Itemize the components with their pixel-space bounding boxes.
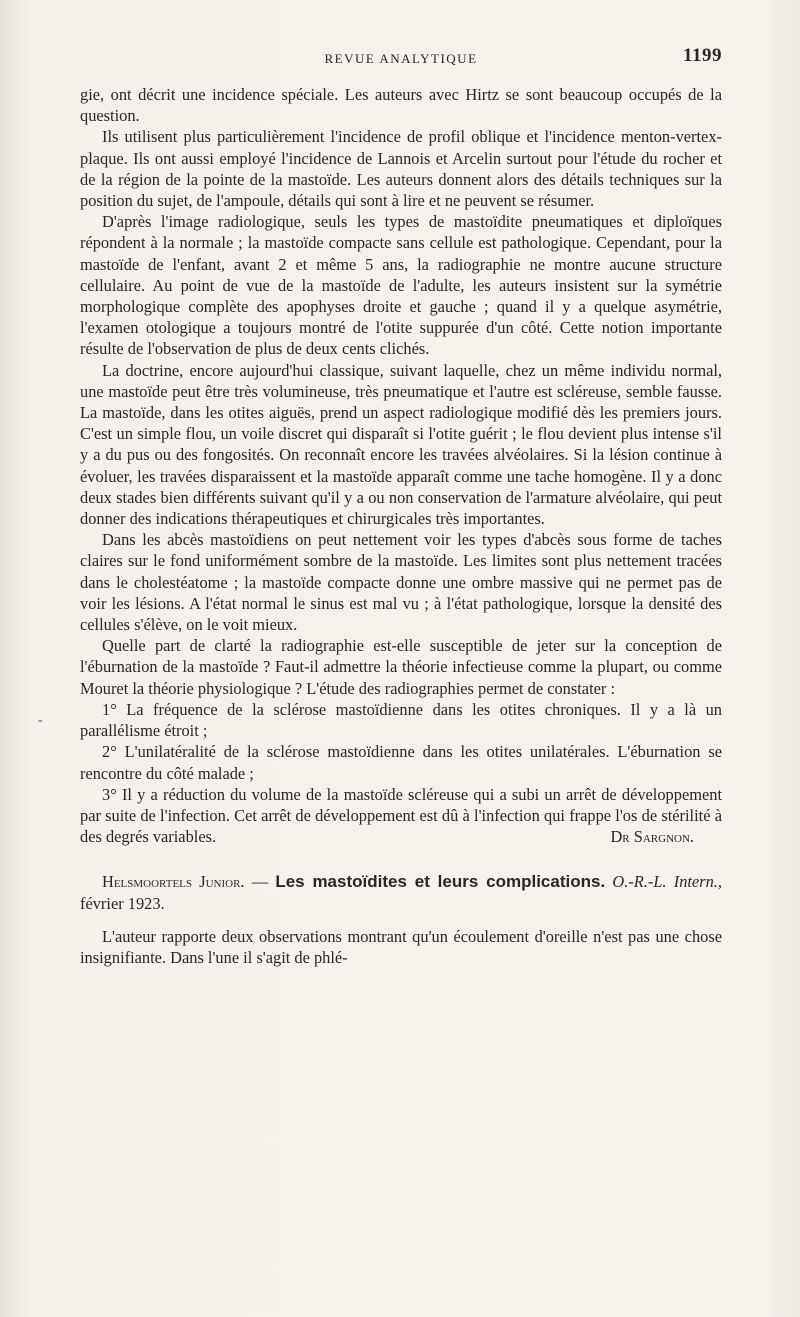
margin-mark: -: [38, 713, 43, 728]
review-dash: —: [244, 872, 276, 892]
list-item: 2° L'unilatéralité de la sclérose mastoïdienne dans les otites unilatérales. L'éburnation se rencontre du côté malade ;: [80, 742, 722, 783]
signature: Dr Sargnon.: [610, 827, 694, 847]
review-intro: L'auteur rapporte deux observations montrant qu'un écoulement d'oreille n'est pas une chose insignifiante. Dans l'une il s'agit de phlé-: [80, 926, 722, 967]
paragraph: Quelle part de clarté la radiographie est-elle susceptible de jeter sur la conception de l'éburnation de la mastoïde ? Faut-il admettre la théorie infectieuse comme la plupart, ou comme Mouret la théorie physiologique ? L'étude des radiographies permet de constater :: [80, 636, 722, 698]
review-author: Helsmoortels Junior.: [102, 872, 245, 892]
paragraph: La doctrine, encore aujourd'hui classique, suivant laquelle, chez un même individu normal, une mastoïde peut être très volumineuse, très pneumatique et l'autre est scléreuse, semble fausse. La mastoïde, dans les otites aiguës, prend un aspect radiologique modifié dès les premiers jours. C'est un simple flou, un voile discret qui disparaît si l'otite guérit ; le flou devient plus intense s'il y a du pus ou des fongosités. On reconnaît encore les travées alvéolaires. Si la lésion continue à évoluer, les travées disparaissent et la mastoïde apparaît comme une tache homogène. Il y a donc deux stades bien différents suivant qu'il y a ou non conservation de l'armature alvéolaire, qui peut donner des indications thérapeutiques et chirurgicales très importantes.: [80, 360, 722, 529]
article-body: [80, 84, 722, 968]
running-title: REVUE ANALYTIQUE: [324, 51, 478, 66]
list-item: 1° La fréquence de la sclérose mastoïdienne dans les otites chroniques. Il y a là un parallélisme étroit ;: [80, 699, 722, 741]
paragraph: D'après l'image radiologique, seuls les types de mastoïdite pneumatiques et diploïques répondent à la normale ; la mastoïde compacte sans cellule est pathologique. Cependant, pour la mastoïde de l'enfant, avant 2 et même 5 ans, la radiographie ne montre aucune structure cellulaire. Au point de vue de la mastoïde de l'adulte, les auteurs insistent sur la symétrie morphologique complète des apophyses droite et gauche ; quand il y a quelque asymétrie, l'examen otologique a toujours montré de l'otite suppurée d'un côté. Cette notion importante résulte de l'observation de plus de deux cents clichés.: [80, 212, 722, 359]
review-title: Les mastoïdites et leurs complications.: [275, 872, 606, 892]
review-date: , février 1923.: [80, 872, 722, 913]
paragraph-continued: gie, ont décrit une incidence spéciale. Les auteurs avec Hirtz se sont beaucoup occupés de la question.: [80, 85, 722, 126]
running-header: [80, 45, 722, 71]
paragraph: Ils utilisent plus particulièrement l'incidence de profil oblique et l'incidence menton-vertex-plaque. Ils ont aussi employé l'incidence de Lannois et Arcelin surtout pour l'étude du rocher et de la région de la pointe de la mastoïde. Les auteurs donnent alors des détails techniques sur la position du sujet, de l'ampoule, détails qui sont à lire et ne peuvent se résumer.: [80, 127, 722, 211]
list-item: [80, 784, 722, 848]
paragraph: Dans les abcès mastoïdiens on peut nettement voir les types d'abcès sous forme de taches claires sur le fond uniformément sombre de la mastoïde. Les limites sont plus nettement tracées dans le cholestéatome ; la mastoïde compacte donne une ombre massive qui ne permet pas de voir les lésions. A l'état normal le sinus est mal vu ; à l'état pathologique, lorsque la densité des cellules s'élève, on le voit mieux.: [80, 530, 722, 635]
review-heading: [80, 871, 722, 913]
page-number: 1199: [683, 45, 722, 66]
review-journal: O.-R.-L. Intern.: [612, 872, 718, 892]
list-item-text: 3° Il y a réduction du volume de la mastoïde scléreuse qui a subi un arrêt de développement par suite de l'infection. Cet arrêt de développement est dû à l'infection qui frappe l'os de stérilité à des degrés variables.: [80, 784, 722, 847]
